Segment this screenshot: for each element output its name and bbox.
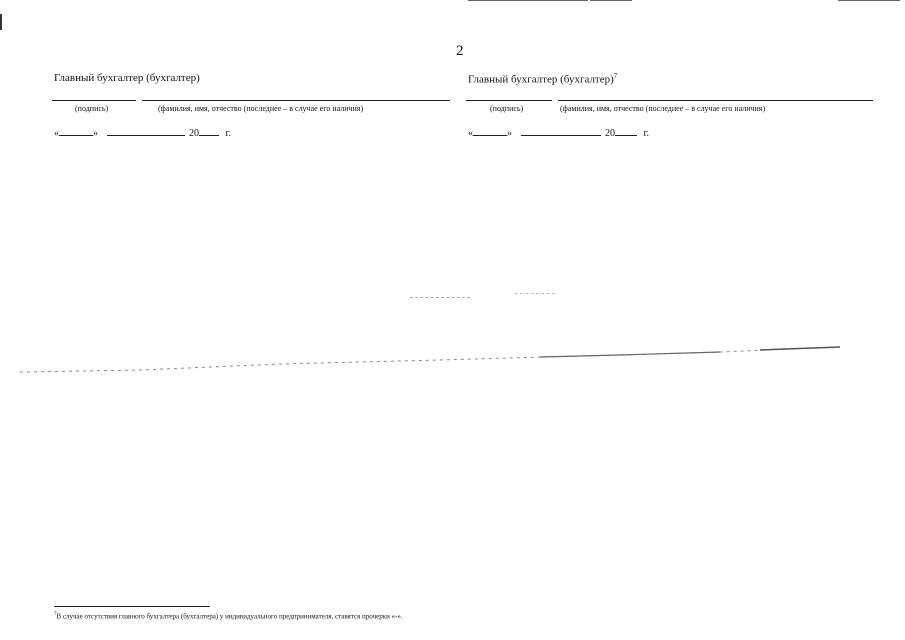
left-name-line <box>142 100 450 101</box>
footnote-mark: 7 <box>54 612 57 617</box>
left-date-open-quote: « <box>54 128 59 139</box>
right-date-close-quote: » <box>507 128 512 139</box>
left-name-caption: (фамилия, имя, отчество (последнее – в случае его наличия) <box>158 104 364 113</box>
left-date-close-quote: » <box>93 128 98 139</box>
scan-speck <box>515 293 555 294</box>
right-year-field[interactable] <box>615 135 637 136</box>
footnote-rule <box>54 606 210 607</box>
left-year-field[interactable] <box>199 135 219 136</box>
left-date-row <box>54 128 231 139</box>
left-year-suffix: г. <box>225 128 231 139</box>
right-year-suffix: г. <box>643 128 649 139</box>
page-number: 2 <box>456 43 464 59</box>
footnote <box>54 612 403 620</box>
right-month-field[interactable] <box>521 135 601 136</box>
scan-edge-mark <box>0 14 2 30</box>
left-title <box>54 72 200 84</box>
scan-top-edge <box>838 0 900 1</box>
left-month-field[interactable] <box>107 135 185 136</box>
right-year-prefix: 20 <box>605 128 615 139</box>
left-signature-caption: (подпись) <box>75 104 109 113</box>
right-signature-line <box>466 100 552 101</box>
scan-top-edge <box>468 0 588 1</box>
right-date-open-quote: « <box>468 128 473 139</box>
right-date-row <box>468 128 649 139</box>
left-year-prefix: 20 <box>189 128 199 139</box>
scan-speck <box>410 297 470 298</box>
scan-streak <box>20 340 885 380</box>
left-day-field[interactable] <box>59 135 93 136</box>
right-title-footnote-mark: 7 <box>613 72 618 80</box>
right-name-caption: (фамилия, имя, отчество (последнее – в случае его наличия) <box>560 104 766 113</box>
footnote-text: В случае отсутствия главного бухгалтера (бухгалтера) у индивидуального предпринимателя, ставятся прочерки «-». <box>56 612 403 621</box>
left-title-text: Главный бухгалтер (бухгалтер) <box>54 72 200 84</box>
right-day-field[interactable] <box>473 135 507 136</box>
right-title <box>468 72 617 86</box>
right-name-line <box>558 100 873 101</box>
right-title-text: Главный бухгалтер (бухгалтер) <box>468 73 614 86</box>
scan-top-edge <box>590 0 632 1</box>
left-signature-line <box>52 100 136 101</box>
right-signature-caption: (подпись) <box>490 104 524 113</box>
